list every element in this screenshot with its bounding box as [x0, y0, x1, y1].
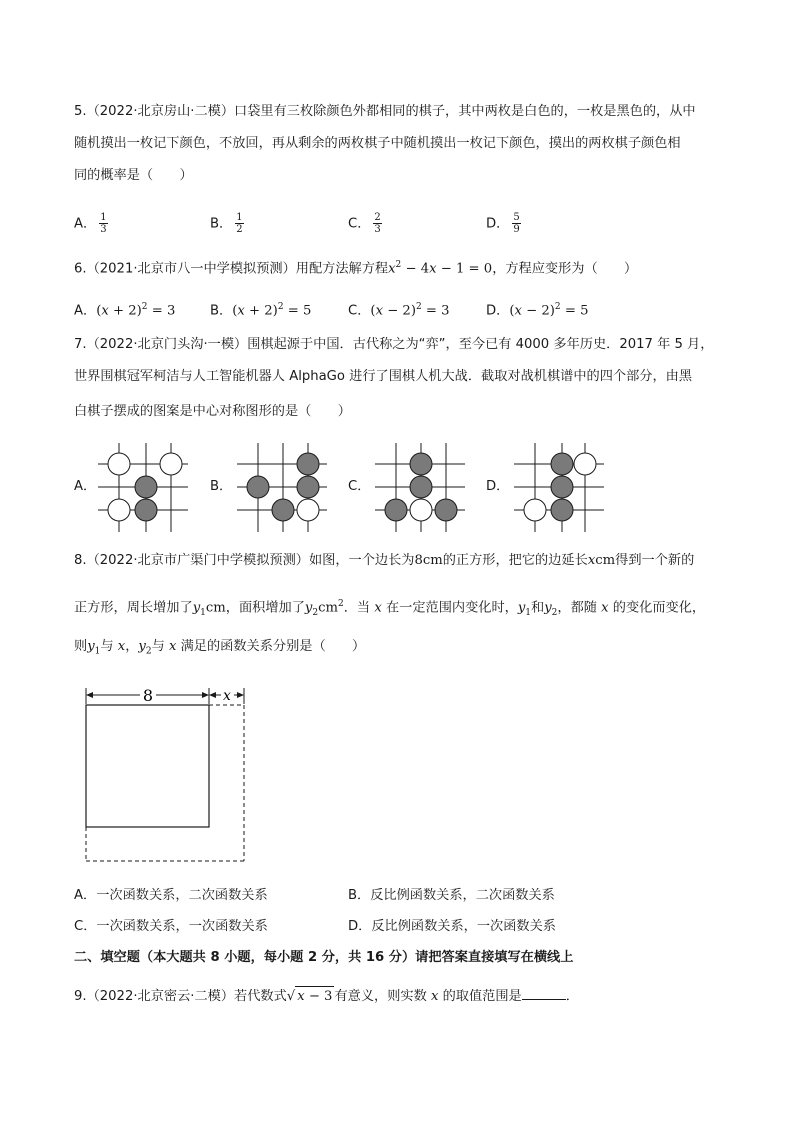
q5-option-d: D． $\frac{5}{9}$: [486, 212, 520, 235]
q7-board-c: [372, 440, 472, 540]
q6-line: 6.（2021·北京市八一中学模拟预测）用配方法解方程$x^2 - 4x - 1 = 0$，方程应变形为（ ）: [74, 260, 638, 277]
section-2-title: 二、填空题（本大题共 8 小题，每小题 2 分，共 16 分）请把答案直接填写在横线上: [74, 950, 574, 965]
q7-option-b-label: B．: [210, 479, 233, 494]
q7-option-d-label: D．: [486, 479, 510, 494]
q5-option-c: C． $\frac{2}{3}$: [348, 212, 381, 235]
q7-line-3: 白棋子摆成的图案是中心对称图形的是（ ）: [74, 404, 351, 419]
q5-line-3: 同的概率是（ ）: [74, 168, 193, 183]
q5-option-a: A． $\frac{1}{3}$: [74, 212, 107, 235]
q5-option-b: B． $\frac{1}{2}$: [210, 212, 243, 235]
q6-option-b: B．$(x + 2)^2 = 5$: [210, 302, 312, 319]
q7-board-a: [95, 440, 195, 540]
q8-option-c: C．一次函数关系，一次函数关系: [74, 919, 268, 934]
q6-option-d: D．$(x - 2)^2 = 5$: [486, 302, 589, 319]
q8-option-d: D．反比例函数关系，一次函数关系: [348, 919, 556, 934]
q7-board-b: [234, 440, 334, 540]
q8-option-a: A．一次函数关系，二次函数关系: [74, 888, 268, 903]
q6-option-a: A．$(x + 2)^2 = 3$: [74, 302, 176, 319]
q6-option-c: C．$(x - 2)^2 = 3$: [348, 302, 450, 319]
q7-board-d: [511, 440, 611, 540]
extended-square-dashed: [86, 705, 244, 861]
dimension-lines: [86, 688, 244, 704]
answer-blank[interactable]: [522, 985, 566, 1000]
q7-line-1: 7.（2022·北京门头沟·一模）围棋起源于中国．古代称之为“弈”，至今已有 4000 多年历史．2017 年 5 月，: [74, 337, 714, 352]
q7-option-a-label: A．: [74, 479, 97, 494]
q7-line-2: 世界围棋冠军柯洁与人工智能机器人 AlphaGo 进行了围棋人机大战．截取对战机棋谱中的四个部分，由黑: [74, 369, 693, 384]
q8-square-figure: [76, 680, 256, 870]
label-x: x: [223, 688, 231, 704]
q5-line-2: 随机摸出一枚记下颜色，不放回，再从剩余的两枚棋子中随机摸出一枚记下颜色，摸出的两枚棋子颜色相: [74, 136, 681, 151]
original-square: [86, 705, 209, 827]
q7-option-c-label: C．: [348, 479, 371, 494]
label-8: 8: [142, 686, 154, 705]
q5-line-1: 5.（2022·北京房山·二模）口袋里有三枚除颜色外都相同的棋子，其中两枚是白色的，一枚是黑色的，从中: [74, 104, 696, 119]
q8-option-b: B．反比例函数关系，二次函数关系: [348, 888, 555, 903]
q9-line: 9.（2022·北京密云·二模）若代数式√ x − 3 有意义，则实数 x 的取值范围是 ．: [74, 985, 579, 1007]
q8-line-1: 8.（2022·北京市广渠门中学模拟预测）如图，一个边长为8cm的正方形，把它的边延长xcm得到一个新的: [74, 553, 695, 568]
q8-line-2: 正方形，周长增加了$y_1cm$，面积增加了$y_2cm^2$．当 x 在一定范围内变化时，$y_1$和$y_2$，都随 x 的变化而变化，: [74, 599, 706, 619]
q8-line-3: 则$y_1$与 x，$y_2$与 x 满足的函数关系分别是（ ）: [74, 639, 366, 657]
